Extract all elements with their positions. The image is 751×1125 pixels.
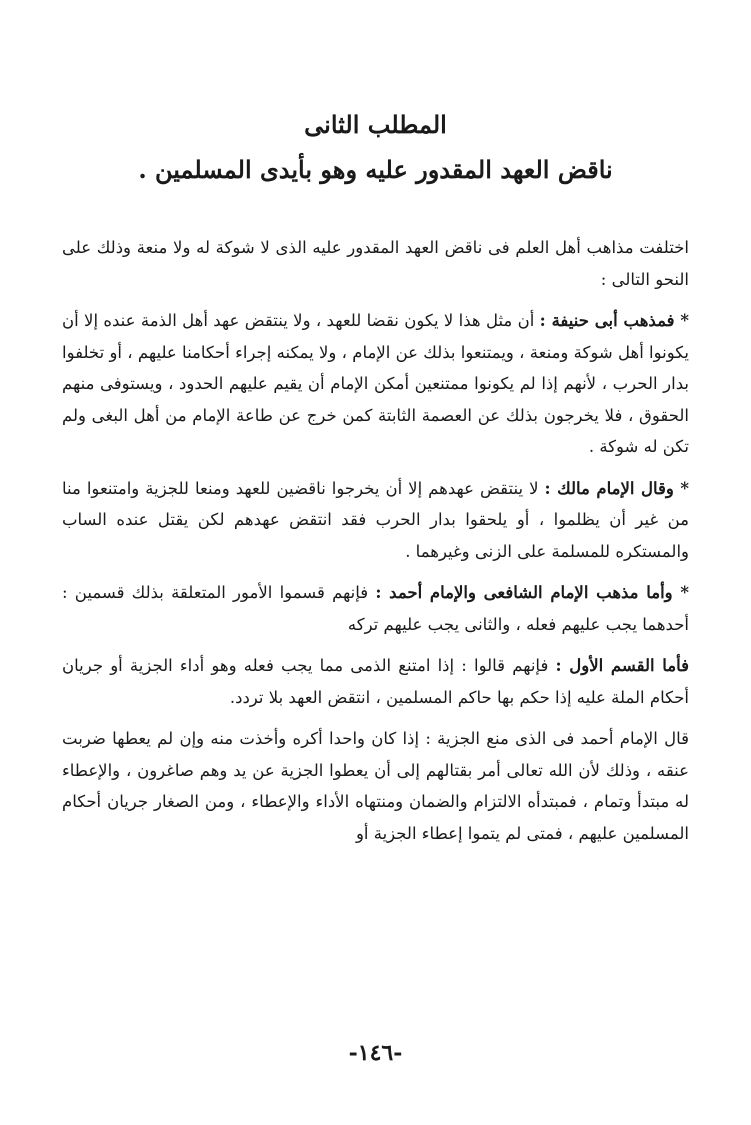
paragraph-first-section — [62, 650, 707, 713]
paragraph-text: فإنهم قالوا : إذا امتنع الذمى مما يجب فعله وهو أداء الجزية أو جريان أحكام الملة عليه إذا حكم بها حاكم المسلمين ، انتقض العهد بلا تردد. — [62, 656, 689, 707]
paragraph-text: لا ينتقض عهدهم إلا أن يخرجوا ناقضين للعهد ومنعا للجزية وامتنعوا منا من غير أن يظلموا ، أو يلحقوا بدار الحرب فقد انتقض عهدهم لكن يقتل عنده الساب والمستكره للمسلمة على الزنى وغيرهما . — [62, 478, 689, 561]
paragraph-lead: فأما القسم الأول : — [555, 656, 690, 675]
paragraph-ahmad-quote — [62, 723, 707, 849]
section-subtitle: ناقض العهد المقدور عليه وهو بأيدى المسلمين . — [138, 155, 613, 184]
paragraph-shafii-ahmad — [62, 577, 707, 640]
paragraph-lead: * فمذهب أبى حنيفة : — [539, 311, 689, 330]
section-title: المطلب الثانى — [304, 110, 447, 139]
paragraph-text: قال الإمام أحمد فى الذى منع الجزية : إذا كان واحدا أكره وأخذت منه وإن لم يعطها ضربت عنقه ، وذلك لأن الله تعالى أمر بقتالهم إلى أن يعطوا الجزية عن يد وهم صاغرون ، والإعطاء له مبتدأ وتمام ، فمبتدأه الالتزام والضمان ومنتهاه الأداء والإعطاء ، ومن الصغار جريان أحكام المسلمين عليهم ، فمتى لم يتموا إعطاء الجزية أو — [62, 729, 689, 843]
paragraph-lead: * وقال الإمام مالك : — [544, 478, 689, 498]
paragraph-text: أن مثل هذا لا يكون نقضا للعهد ، ولا ينتقض عهد أهل الذمة عنده إلا أن يكونوا أهل شوكة ومنعة ، ويمتنعوا بذلك عن الإمام ، ولا يمكنه إجراء أحكامنا عليهم ، أو تخلفوا بدار الحرب ، لأنهم إذا لم يكونوا ممتنعين أمكن الإمام أن يقيم عليهم الحدود ، ويستوفى منهم الحقوق ، فلا يخرجون بذلك عن العصمة الثابتة كمن خرج عن طاعة الإمام من أهل البغى ولم تكن له شوكة . — [62, 311, 689, 456]
paragraph-intro — [62, 232, 707, 295]
paragraph-text: اختلفت مذاهب أهل العلم فى ناقض العهد المقدور عليه الذى لا شوكة له ولا منعة وذلك على النحو التالى : — [62, 238, 689, 289]
paragraph-text: فإنهم قسموا الأمور المتعلقة بذلك قسمين : أحدهما يجب عليهم فعله ، والثانى يجب عليهم تركه — [62, 583, 689, 634]
paragraph-malik — [62, 473, 707, 568]
paragraph-lead: * وأما مذهب الإمام الشافعى والإمام أحمد : — [375, 583, 689, 602]
paragraph-abu-hanifa — [62, 305, 707, 463]
page-number: -١٤٦- — [348, 1040, 403, 1066]
body-text — [62, 232, 707, 859]
